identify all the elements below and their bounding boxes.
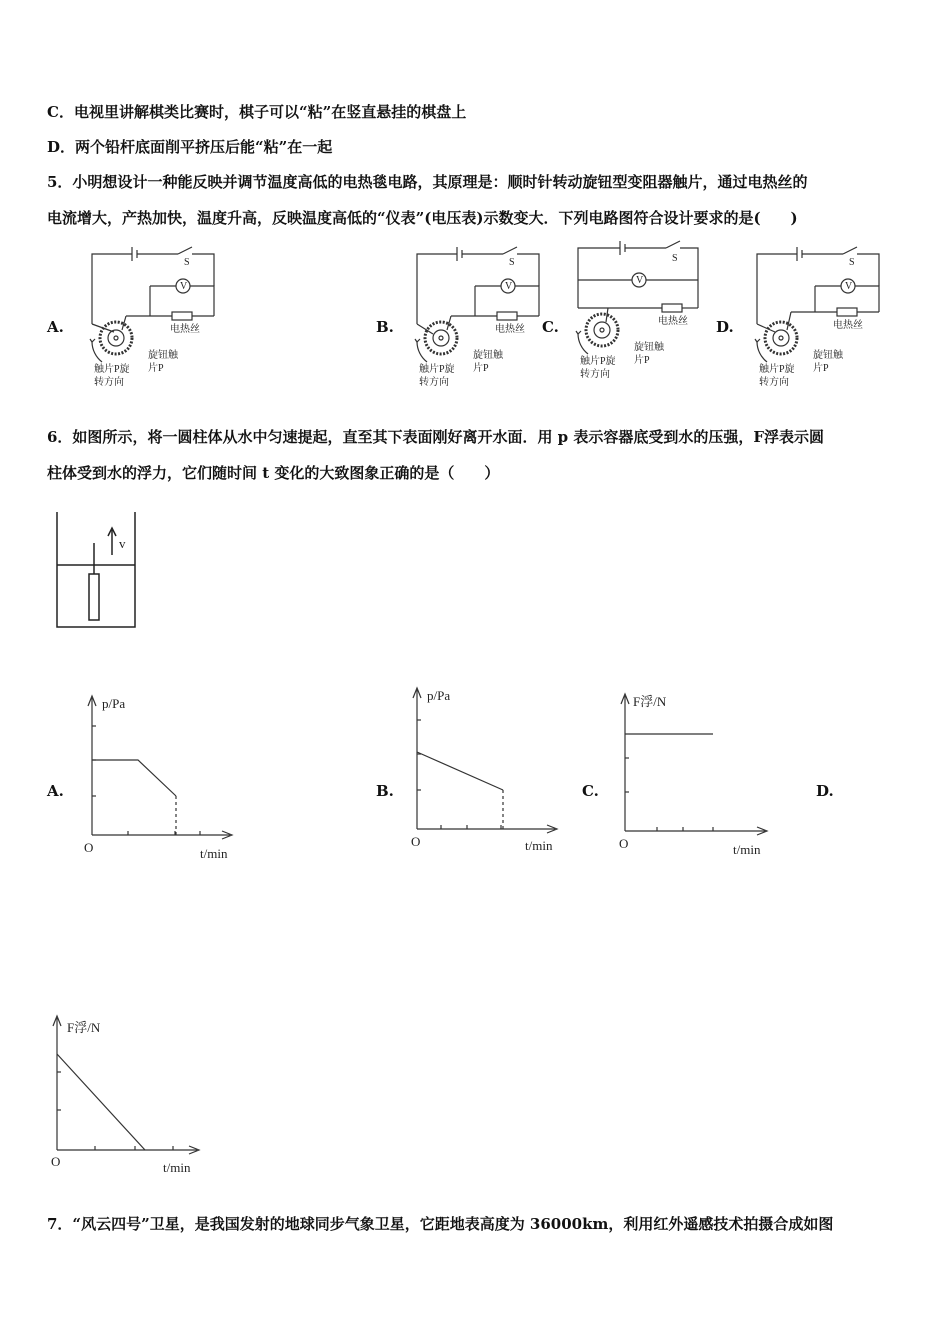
voltmeter-label: V: [845, 281, 853, 292]
q5-option-c-label: C.: [542, 318, 559, 336]
knob-label-1: 旋钮触: [148, 350, 178, 361]
circuit-a: [80, 242, 230, 397]
switch-label: S: [184, 257, 190, 268]
q6-stem-line2: 柱体受到水的浮力，它们随时间 t 变化的大致图象正确的是（ ）: [47, 464, 500, 482]
heater-label: 电热丝: [495, 324, 525, 335]
knob-label-1: 旋钮触: [634, 342, 664, 353]
graph-a-xlabel: t/min: [200, 846, 228, 861]
graph-d: [45, 1010, 215, 1185]
rotation-label-1: 触片P旋: [580, 356, 616, 367]
q6-stem-line1: 6．如图所示，将一圆柱体从水中匀速提起，直至其下表面刚好离开水面．用 p 表示容器底受到水的压强，F浮表示圆: [47, 428, 825, 446]
graph-b-origin: O: [411, 834, 421, 849]
heater-label: 电热丝: [658, 316, 688, 327]
q6-option-a-label: A.: [47, 782, 64, 800]
q7-stem-line1: 7．“风云四号”卫星，是我国发射的地球同步气象卫星，它距地表高度为 36000km，利用红外遥感技术拍摄合成如图: [47, 1215, 834, 1233]
q5-option-a-label: A.: [47, 318, 64, 336]
q6-option-d-label: D.: [816, 782, 834, 800]
rotation-label-2: 转方向: [759, 377, 789, 388]
q5-stem-line2: 电流增大，产热加快，温度升高，反映温度高低的“仪表”(电压表)示数变大．下列电路图符合设计要求的是( ): [47, 209, 798, 227]
graph-d-ylabel: F浮/N: [67, 1020, 101, 1035]
switch-label: S: [849, 257, 855, 268]
graph-a-origin: O: [84, 840, 94, 855]
graph-c-ylabel: F浮/N: [633, 694, 667, 709]
circuit-d: [745, 242, 895, 397]
circuit-b: [405, 242, 555, 397]
heater-label: 电热丝: [170, 324, 200, 335]
graph-b-xlabel: t/min: [525, 838, 553, 853]
velocity-label: v: [119, 536, 126, 551]
graph-d-origin: O: [51, 1154, 61, 1169]
q5-stem-line1: 5．小明想设计一种能反映并调节温度高低的电热毯电路，其原理是：顺时针转动旋钮型变阻器触片，通过电热丝的: [47, 173, 808, 191]
q6-option-c-label: C.: [582, 782, 599, 800]
voltmeter-label: V: [180, 281, 188, 292]
voltmeter-label: V: [636, 275, 644, 286]
q4-option-d: D．两个铅杆底面削平挤压后能“粘”在一起: [47, 138, 333, 156]
graph-c-origin: O: [619, 836, 629, 851]
q5-option-d-label: D.: [716, 318, 734, 336]
graph-a: [80, 690, 250, 865]
q6-option-b-label: B.: [376, 782, 394, 800]
rotation-label-2: 转方向: [419, 377, 449, 388]
rotation-label-2: 转方向: [94, 377, 124, 388]
graph-c: [613, 688, 783, 863]
switch-label: S: [672, 253, 678, 264]
heater-label: 电热丝: [833, 320, 863, 331]
knob-label-1: 旋钮触: [813, 350, 843, 361]
rotation-label-1: 触片P旋: [94, 364, 130, 375]
graph-c-xlabel: t/min: [733, 842, 761, 857]
knob-label-1: 旋钮触: [473, 350, 503, 361]
knob-label-2: 片P: [813, 363, 829, 374]
circuit-c: [568, 238, 718, 393]
knob-label-2: 片P: [634, 355, 650, 366]
q5-option-b-label: B.: [376, 318, 394, 336]
q4-option-c: C．电视里讲解棋类比赛时，棋子可以“粘”在竖直悬挂的棋盘上: [47, 103, 467, 121]
graph-d-xlabel: t/min: [163, 1160, 191, 1175]
knob-label-2: 片P: [473, 363, 489, 374]
knob-label-2: 片P: [148, 363, 164, 374]
switch-label: S: [509, 257, 515, 268]
container-figure: [50, 510, 145, 635]
rotation-label-1: 触片P旋: [759, 364, 795, 375]
rotation-label-1: 触片P旋: [419, 364, 455, 375]
voltmeter-label: V: [505, 281, 513, 292]
graph-b: [405, 682, 575, 857]
graph-a-ylabel: p/Pa: [102, 696, 126, 711]
rotation-label-2: 转方向: [580, 369, 610, 380]
graph-b-ylabel: p/Pa: [427, 688, 451, 703]
